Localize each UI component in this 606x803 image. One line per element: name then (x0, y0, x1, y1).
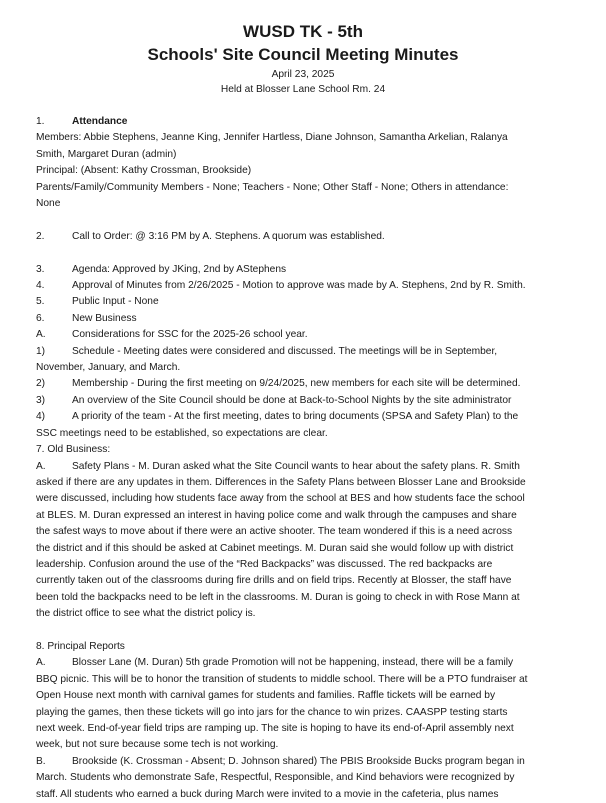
members-line: Members: Abbie Stephens, Jeanne King, Jennifer Hartless, Diane Johnson, Samantha Arkelian, Ralanya (36, 132, 508, 144)
new-business-item-4: 4) A priority of the team - At the first meeting, dates to bring documents (SPSA and Safety Plan) to the (36, 411, 519, 423)
new-business-item-2: 2) Membership - During the first meeting on 9/24/2025, new members for each site will be determined. (36, 378, 521, 390)
call-to-order: 2. Call to Order: @ 3:16 PM by A. Stephens. A quorum was established. (36, 230, 385, 242)
public-input-item: 5. Public Input - None (36, 296, 159, 308)
attendance-heading-line: 1. Attendance (36, 116, 128, 127)
document-title: WUSD TK - 5th (243, 22, 363, 41)
paragraph-line: Open House next month with carnival games for students and families. Raffle tickets will be earned by (36, 690, 496, 702)
principal-reports-heading: 8. Principal Reports (36, 640, 125, 652)
new-business-a: A. Considerations for SSC for the 2025-26 school year. (36, 329, 308, 341)
paragraph-line: next week. End-of-year field trips are ramping up. The site is hoping to have its end-of-April assembly next (36, 722, 514, 734)
meeting-date: April 23, 2025 (271, 69, 335, 80)
new-business-item-3: 3) An overview of the Site Council should be done at Back-to-School Nights by the site administrator (36, 394, 512, 406)
paragraph-line: were discussed, including how students face away from the school at BES and how students face the school (36, 493, 525, 505)
paragraph-line: the district office to see what the district policy is. (36, 608, 256, 620)
paragraph-line: playing the games, then these tickets will go into jars for the chance to win prizes. CAASPP testing starts (36, 706, 508, 718)
report-brookside: B. Brookside (K. Crossman - Absent; D. Johnson shared) The PBIS Brookside Bucks program began in (36, 755, 525, 767)
old-business-a: A. Safety Plans - M. Duran asked what the Site Council wants to hear about the safety plans. R. Smith (36, 460, 520, 472)
new-business-item-4-cont: SSC meetings need to be established, so expectations are clear. (36, 427, 328, 439)
paragraph-line: March. Students who demonstrate Safe, Respectful, Responsible, and Kind behaviors were recognized by (36, 772, 515, 784)
paragraph-line: the safest ways to move about if there were an active shooter. The team wondered if this is a need across (36, 526, 513, 538)
paragraph-line: leadership. Confusion around the use of the “Red Backpacks” was discussed. The red backpacks are (36, 558, 493, 570)
approval-item: 4. Approval of Minutes from 2/26/2025 - Motion to approve was made by A. Stephens, 2nd by R. Smith. (36, 280, 526, 292)
principal-line: Principal: (Absent: Kathy Crossman, Brookside) (36, 165, 252, 177)
paragraph-line: week, but not sure because some tech is not working. (36, 739, 279, 751)
meeting-location: Held at Blosser Lane School Rm. 24 (220, 84, 386, 95)
paragraph-line: the district and if this should be asked at Cabinet meetings. M. Duran said she would follow up with district (36, 542, 514, 554)
document-subtitle: Schools' Site Council Meeting Minutes (147, 45, 459, 64)
others-line: Parents/Family/Community Members - None; Teachers - None; Other Staff - None; Others in attendance: (36, 181, 509, 193)
new-business-item-1: 1) Schedule - Meeting dates were considered and discussed. The meetings will be in September, (36, 345, 498, 357)
others-line: None (36, 198, 61, 210)
attendance-heading: Attendance (72, 116, 128, 127)
agenda-item: 3. Agenda: Approved by JKing, 2nd by AStephens (36, 263, 287, 275)
paragraph-line: currently taken out of the classrooms during fire drills and on field trips. Recently at Blosser, the staff have (36, 575, 512, 587)
members-line: Smith, Margaret Duran (admin) (36, 148, 177, 160)
paragraph-line: BBQ picnic. This will be to honor the transition of students to middle school. There will be a PTO fundraiser at (36, 673, 528, 685)
new-business-item-1-cont: November, January, and March. (36, 362, 181, 374)
paragraph-line: at BLES. M. Duran expressed an interest in having police come and walk through the campuses and share (36, 509, 517, 521)
paragraph-line: been told the backpacks need to be left in the classrooms. M. Duran is going to check in with Rose Mann at (36, 591, 520, 603)
paragraph-line: staff. All students who earned a buck during March were invited to a movie in the cafeteria, plus names (36, 788, 499, 800)
old-business-heading: 7. Old Business: (36, 444, 111, 456)
new-business-heading: 6. New Business (36, 312, 137, 324)
report-blosser: A. Blosser Lane (M. Duran) 5th grade Promotion will not be happening, instead, there will be a family (36, 657, 514, 669)
minutes-body (36, 114, 576, 803)
paragraph-line: asked if there are any updates in them. Differences in the Safety Plans between Blosser Lane and Brookside (36, 476, 526, 488)
